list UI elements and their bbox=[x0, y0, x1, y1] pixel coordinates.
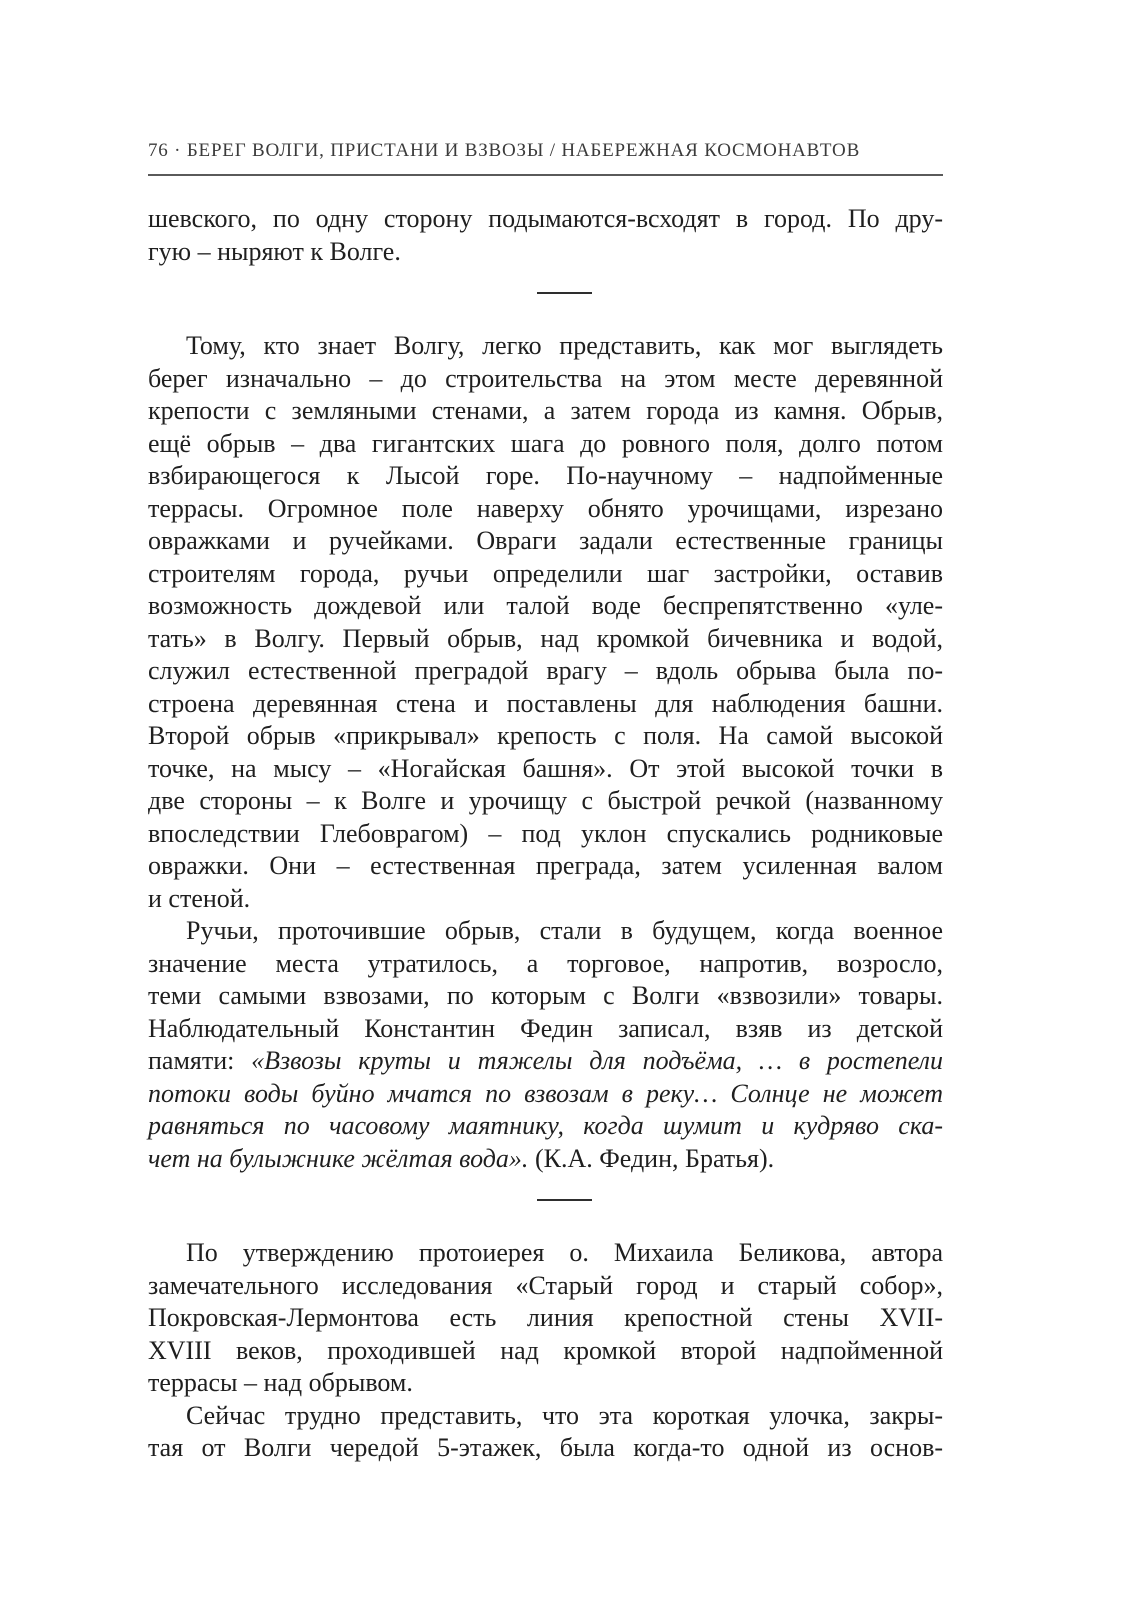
text-line bbox=[148, 525, 943, 558]
page-header bbox=[148, 140, 943, 176]
text-line bbox=[148, 1270, 943, 1303]
body-text: Сейчас трудно представить, что эта короткая улочка, закры- bbox=[186, 1400, 943, 1430]
body-text: Наблюдательный Константин Федин записал, взяв из детской bbox=[148, 1013, 943, 1043]
text-line bbox=[148, 818, 943, 851]
text-line bbox=[148, 980, 943, 1013]
paragraph bbox=[148, 203, 943, 268]
text-line bbox=[148, 1013, 943, 1046]
text-line bbox=[148, 1045, 943, 1078]
body-text: Второй обрыв «прикрывал» крепость с поля. На самой высокой bbox=[148, 721, 943, 750]
text-line bbox=[148, 590, 943, 623]
text-line bbox=[148, 363, 943, 396]
running-head: 76 · БЕРЕГ ВОЛГИ, ПРИСТАНИ И ВЗВОЗЫ / НАБЕРЕЖНАЯ КОСМОНАВТОВ bbox=[148, 140, 861, 161]
text-line bbox=[148, 688, 943, 721]
text-line bbox=[148, 1335, 943, 1368]
text-line bbox=[148, 753, 943, 786]
text-line bbox=[148, 948, 943, 981]
quote-text: потоки воды буйно мчатся по взвозам в реку… Солнце не может bbox=[148, 1078, 943, 1108]
paragraph bbox=[148, 330, 943, 915]
body-text: строена деревянная стена и поставлены для наблюдения башни. bbox=[148, 688, 943, 718]
body-text: По утверждению протоиерея о. Михаила Беликова, автора bbox=[186, 1238, 943, 1267]
text-line bbox=[148, 428, 943, 461]
text-line bbox=[148, 1432, 943, 1465]
body-text: овражки. Они – естественная преграда, затем усиленная валом bbox=[148, 851, 943, 880]
body-text: две стороны – к Волге и урочищу с быстрой речкой (названному bbox=[148, 786, 943, 815]
quote-text: чет на булыжнике жёлтая вода». bbox=[148, 1143, 529, 1173]
body-text: овражками и ручейками. Овраги задали естественные границы bbox=[148, 526, 943, 555]
body-text: берег изначально – до строительства на этом месте деревянной bbox=[148, 363, 943, 393]
text-line bbox=[148, 915, 943, 948]
body-text: памяти: bbox=[148, 1046, 252, 1075]
body-text: Тому, кто знает Волгу, легко представить, как мог выглядеть bbox=[186, 331, 943, 360]
text-line bbox=[148, 236, 943, 269]
paragraph bbox=[148, 915, 943, 1175]
text-line bbox=[148, 1400, 943, 1433]
paragraph bbox=[148, 1400, 943, 1465]
text-line bbox=[148, 1143, 943, 1176]
body-text: взбирающегося к Лысой горе. По-научному – надпойменные bbox=[148, 461, 943, 490]
body-text: Покровская-Лермонтова есть линия крепостной стены XVII- bbox=[148, 1303, 943, 1332]
text-line bbox=[148, 883, 943, 916]
body-text: значение места утратилось, а торговое, напротив, возросло, bbox=[148, 948, 943, 978]
body-text: замечательного исследования «Старый город и старый собор», bbox=[148, 1270, 943, 1300]
text-line bbox=[148, 558, 943, 591]
text-line bbox=[148, 785, 943, 818]
body-text: террасы. Огромное поле наверху обнято урочищами, изрезано bbox=[148, 493, 943, 523]
body-text: теми самыми взвозами, по которым с Волги «взвозили» товары. bbox=[148, 981, 943, 1010]
body-text: крепости с земляными стенами, а затем города из камня. Обрыв, bbox=[148, 396, 943, 425]
quote-text: равняться по часовому маятнику, когда шумит и кудряво ска- bbox=[148, 1111, 943, 1140]
text-line bbox=[148, 493, 943, 526]
section-divider bbox=[537, 292, 592, 294]
body-text: впоследствии Глебоврагом) – под уклон спускались родниковые bbox=[148, 818, 943, 848]
body-text: ещё обрыв – два гигантских шага до ровного поля, долго потом bbox=[148, 428, 943, 458]
text-line bbox=[148, 720, 943, 753]
body-text: служил естественной преградой врагу – вдоль обрыва была по- bbox=[148, 656, 943, 685]
text-line bbox=[148, 1078, 943, 1111]
body-text: террасы – над обрывом. bbox=[148, 1368, 413, 1397]
body-text: возможность дождевой или талой воде беспрепятственно «уле- bbox=[148, 591, 943, 620]
text-line bbox=[148, 203, 943, 236]
text-line bbox=[148, 850, 943, 883]
body-text: XVIII веков, проходившей над кромкой второй надпойменной bbox=[148, 1335, 943, 1365]
section-divider bbox=[537, 1199, 592, 1201]
text-line bbox=[148, 460, 943, 493]
body-text: тая от Волги чередой 5-этажек, была когда-то одной из основ- bbox=[148, 1433, 943, 1462]
body-text: шевского, по одну сторону подымаются-всходят в город. По дру- bbox=[148, 204, 943, 233]
quote-text: «Взвозы круты и тяжелы для подъёма, … в ростепели bbox=[251, 1046, 943, 1075]
text-line bbox=[148, 395, 943, 428]
text-line bbox=[148, 623, 943, 656]
body-text: (К.А. Федин, Братья). bbox=[528, 1143, 775, 1173]
paragraph bbox=[148, 1237, 943, 1400]
body-text: точке, на мысу – «Ногайская башня». От этой высокой точки в bbox=[148, 753, 943, 783]
body-text: строителям города, ручьи определили шаг застройки, оставив bbox=[148, 558, 943, 588]
page-content bbox=[148, 203, 943, 1465]
text-line bbox=[148, 655, 943, 688]
body-text: Ручьи, проточившие обрыв, стали в будущем, когда военное bbox=[186, 916, 943, 945]
text-line bbox=[148, 1237, 943, 1270]
text-line bbox=[148, 1302, 943, 1335]
body-text: гую – ныряют к Волге. bbox=[148, 236, 401, 266]
header-rule bbox=[148, 174, 943, 176]
body-text: тать» в Волгу. Первый обрыв, над кромкой бичевника и водой, bbox=[148, 623, 943, 653]
text-line bbox=[148, 1367, 943, 1400]
body-text: и стеной. bbox=[148, 883, 251, 913]
text-line bbox=[148, 330, 943, 363]
text-line bbox=[148, 1110, 943, 1143]
